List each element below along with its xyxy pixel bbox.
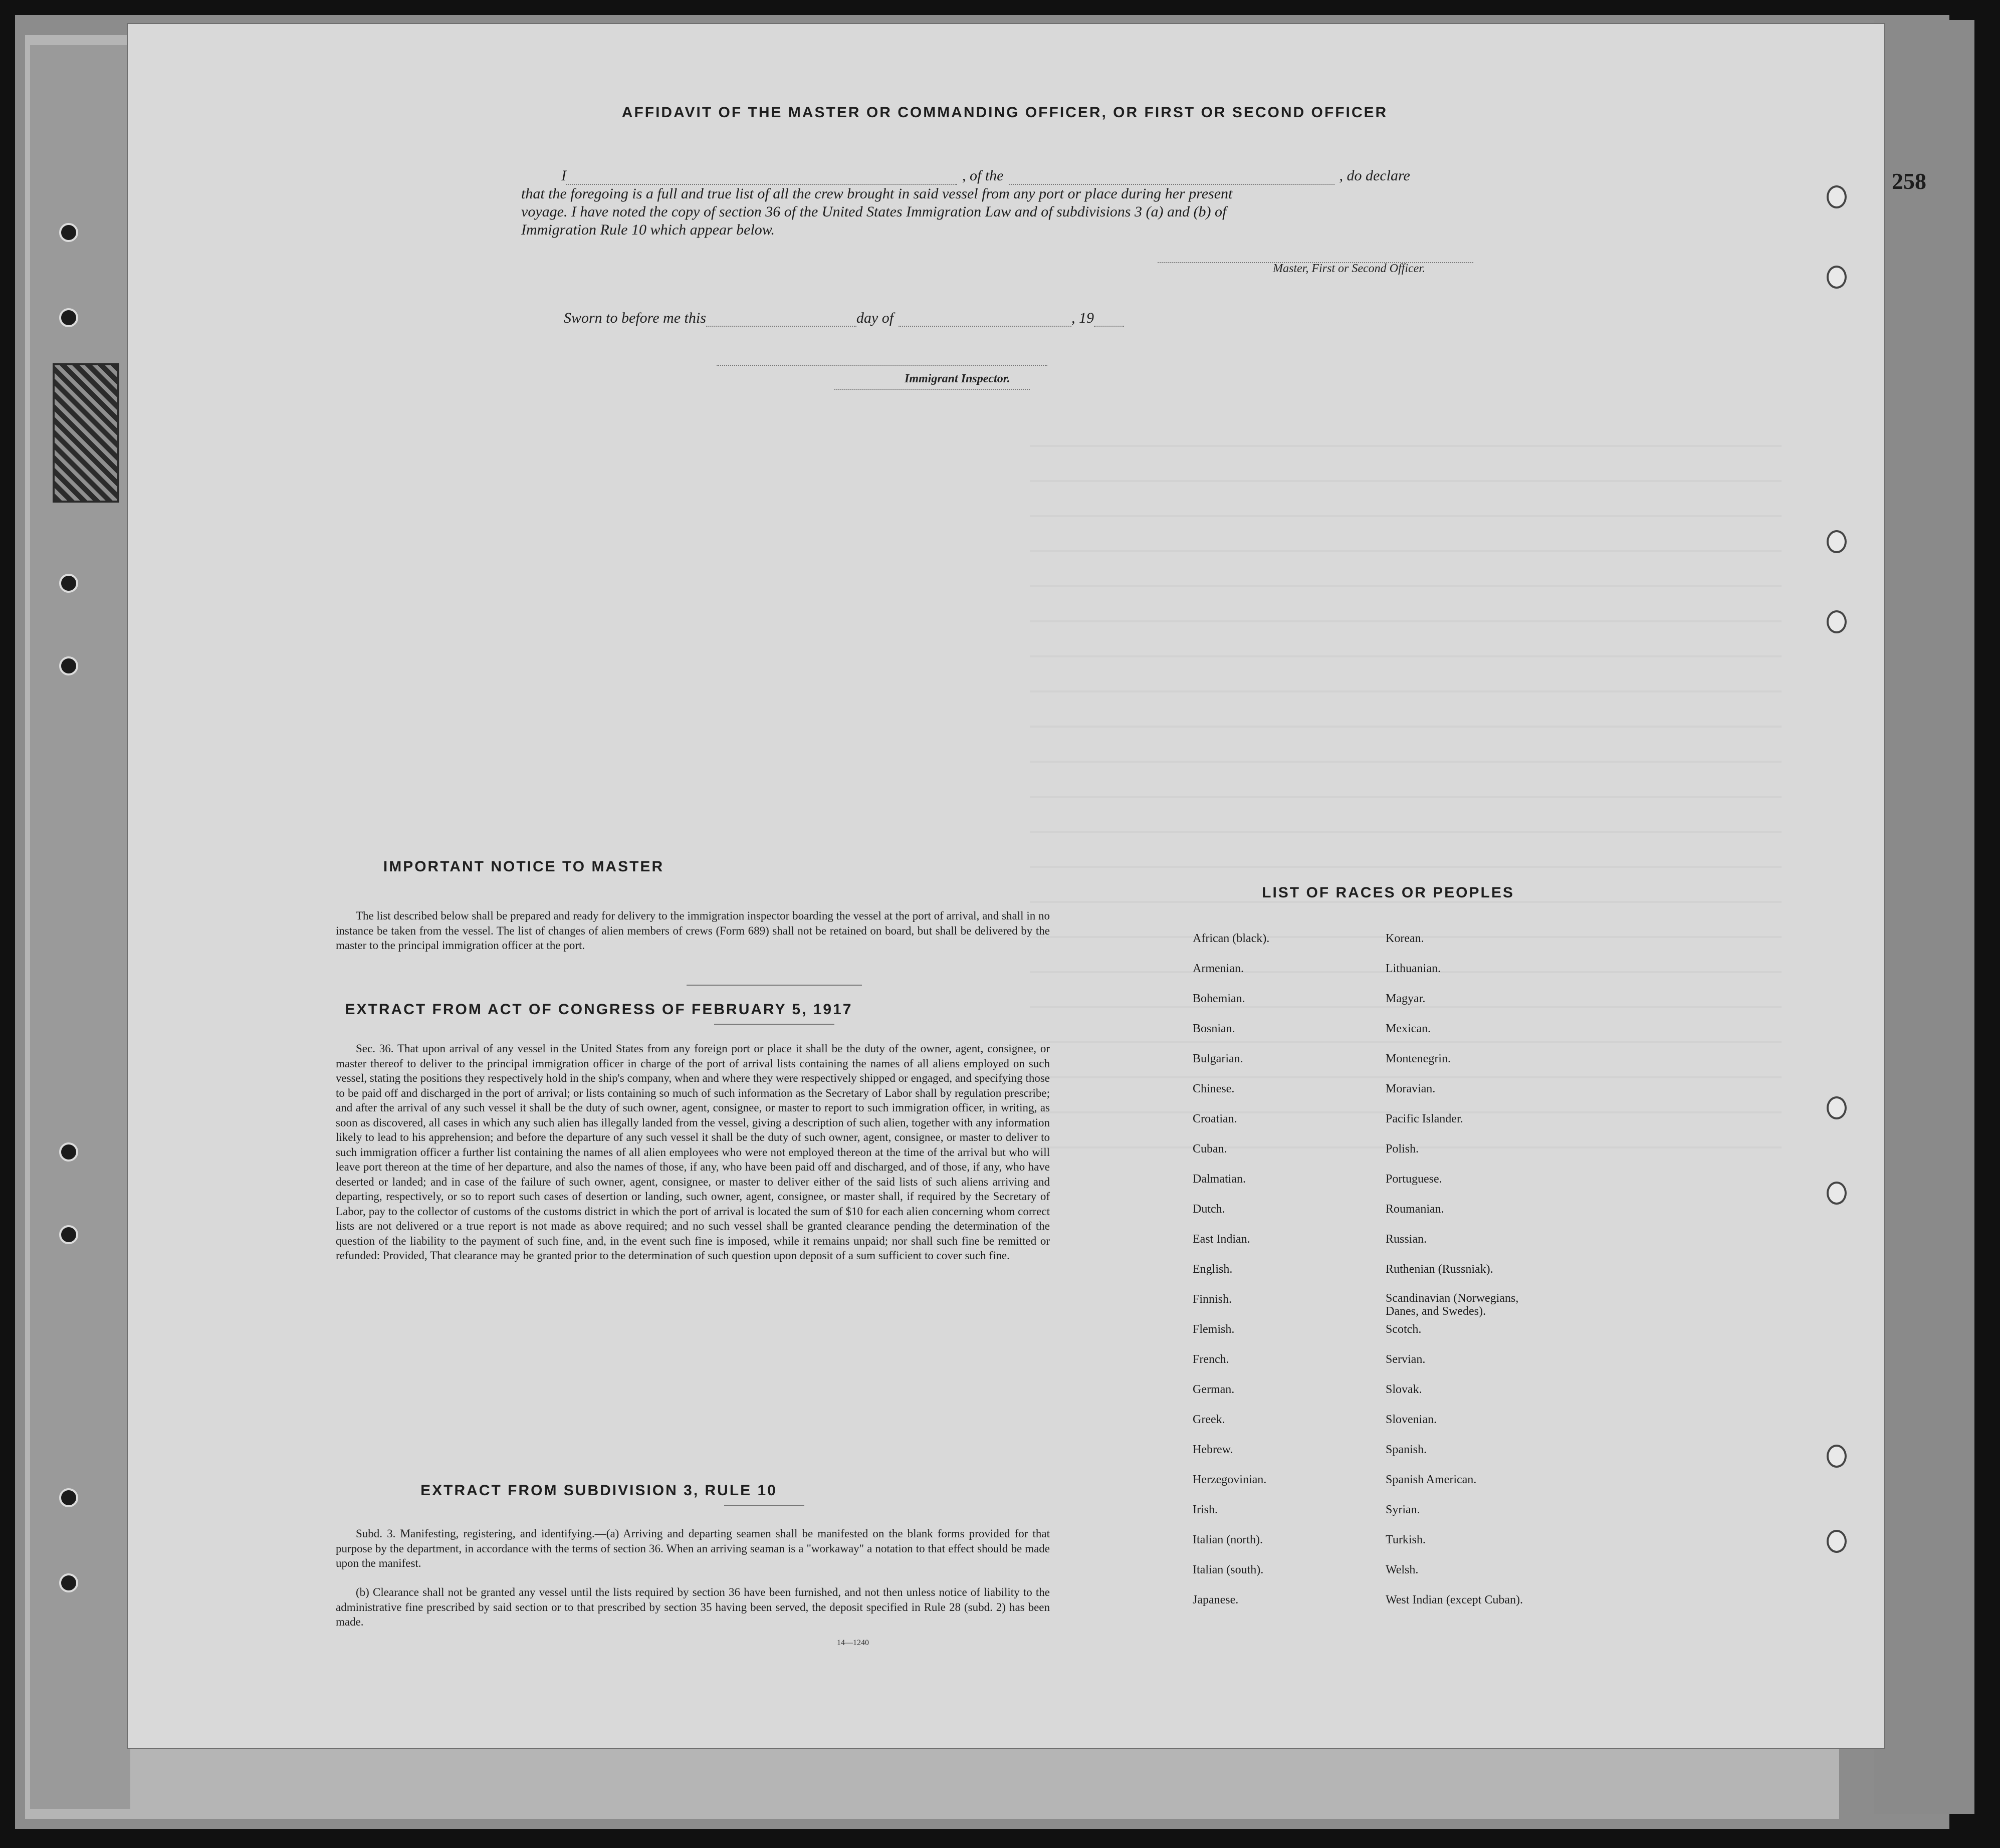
- race-item: Lithuanian.: [1386, 962, 1441, 975]
- race-item: Ruthenian (Russniak).: [1386, 1263, 1493, 1276]
- rule-extract-title: EXTRACT FROM SUBDIVISION 3, RULE 10: [420, 1482, 777, 1499]
- race-item: Moravian.: [1386, 1082, 1436, 1095]
- binder-hole-icon: [59, 308, 78, 327]
- declaration-line-2: that the foregoing is a full and true list of all the crew brought in said vessel from any port or place during her present: [521, 185, 1233, 202]
- sworn-day-field[interactable]: [706, 312, 856, 327]
- race-item: Spanish.: [1386, 1443, 1427, 1456]
- race-item: Hebrew.: [1193, 1443, 1233, 1456]
- of-the-label: , of the: [962, 167, 1004, 184]
- notice-text: The list described below shall be prepared and ready for delivery to the immigration inspector boarding the vessel at the port of arrival, and shall in no instance be taken from the vessel. The list of changes of alien members of crews (Form 689) shall not be retained on board, but shall be delivered by the master to the principal immigration officer at the port.: [336, 909, 1050, 952]
- race-item: Syrian.: [1386, 1503, 1420, 1516]
- race-item: Servian.: [1386, 1353, 1426, 1366]
- binder-hole-icon: [59, 656, 78, 675]
- divider: [714, 1024, 834, 1025]
- form-number: 14—1240: [837, 1639, 869, 1647]
- year-label: , 19: [1071, 310, 1094, 326]
- act-extract-title: EXTRACT FROM ACT OF CONGRESS OF FEBRUARY 5, 1917: [345, 1001, 853, 1018]
- race-item: West Indian (except Cuban).: [1386, 1593, 1523, 1606]
- officer-signature-field[interactable]: [1158, 252, 1473, 263]
- race-item: Greek.: [1193, 1413, 1225, 1426]
- race-item: African (black).: [1193, 932, 1270, 945]
- race-item: Russian.: [1386, 1233, 1427, 1246]
- race-item: Portuguese.: [1386, 1173, 1442, 1186]
- race-item: Mexican.: [1386, 1022, 1431, 1035]
- revenue-stamp-icon: [53, 363, 119, 503]
- ring-hole-icon: [1827, 1096, 1847, 1119]
- race-item: Italian (south).: [1193, 1563, 1264, 1576]
- race-item: Dutch.: [1193, 1203, 1225, 1216]
- race-item: Bosnian.: [1193, 1022, 1235, 1035]
- act-section-36-text: Sec. 36. That upon arrival of any vessel in the United States from any foreign port or place it shall be the duty of the owner, agent, consignee, or master thereof to deliver to the principal immigration officer in charge of the port of arrival lists containing the names of all aliens employed on such vessel, stating the positions they respectively hold in the ship's company, when and where they were respectively shipped or engaged, and specifying those to be paid off and discharged in the port of arrival; or lists containing so much of such information as the Secretary of Labor shall by regulation prescribe; and after the arrival of any such vessel it shall be the duty of such owner, agent, consignee, or master to report to such immigration officer, in writing, as soon as discovered, all cases in which any such alien has illegally landed from the vessel, giving a description of such alien, together with any information likely to lead to his apprehension; and before the departure of any such vessel it shall be the duty of such owner, agent, consignee, or master to deliver to such immigration officer a further list containing the names of all alien employees who were not employed thereon at the time of the arrival but who will leave port thereon at the time of her departure, and also the names of those, if any, who have been paid off and discharged, and of those, if any, who have deserted or landed; and in case of the failure of such owner, agent, consignee, or master to deliver either of the said lists of such aliens arriving and departing, respectively, or so to report such cases of desertion or landing, such owner, agent, consignee, or master shall, if required by the Secretary of Labor, pay to the collector of customs of the customs district in which the port of arrival is located the sum of $10 for each alien concerning whom correct lists are not delivered or a true report is not made as above required; and no such vessel shall be granted clearance pending the determination of the question of the liability to the payment of such fine, and, in the event such fine is imposed, while it remains unpaid; nor shall such fine be remitted or refunded: Provided, That clearance may be granted prior to the determination of such question upon deposit of a sum sufficient to cover such fine.: [336, 1042, 1050, 1262]
- ring-hole-icon: [1827, 185, 1847, 208]
- race-item: Herzegovinian.: [1193, 1473, 1267, 1486]
- notice-title: IMPORTANT NOTICE TO MASTER: [383, 858, 664, 875]
- race-item: Armenian.: [1193, 962, 1244, 975]
- signature-label: Master, First or Second Officer.: [1273, 262, 1425, 275]
- race-item: Finnish.: [1193, 1293, 1232, 1306]
- race-item: English.: [1193, 1263, 1233, 1276]
- race-item: Pacific Islander.: [1386, 1112, 1463, 1125]
- binder-hole-icon: [59, 223, 78, 242]
- binder-hole-icon: [59, 1488, 78, 1507]
- form-page: [128, 24, 1884, 1748]
- binder-hole-icon: [59, 1573, 78, 1592]
- race-item: Scotch.: [1386, 1323, 1422, 1336]
- races-list-title: LIST OF RACES OR PEOPLES: [1262, 884, 1514, 901]
- race-item: Slovak.: [1386, 1383, 1422, 1396]
- race-item: Bohemian.: [1193, 992, 1245, 1005]
- sworn-label: Sworn to before me this: [564, 310, 706, 326]
- inspector-label: Immigrant Inspector.: [905, 372, 1010, 385]
- races-column-left: [1193, 931, 1269, 1623]
- race-item: German.: [1193, 1383, 1235, 1396]
- sworn-month-field[interactable]: [899, 312, 1071, 327]
- race-item: Dalmatian.: [1193, 1173, 1246, 1186]
- rule-subd-b-text: (b) Clearance shall not be granted any vessel until the lists required by section 36 have been furnished, and not then unless notice of liability to the administrative fine prescribed by said section or to that prescribed by section 35 having been served, the deposit specified in Rule 28 (subd. 2) has been made.: [336, 1586, 1050, 1628]
- race-item: Flemish.: [1193, 1323, 1235, 1336]
- rule-subd-a-text: Subd. 3. Manifesting, registering, and identifying.—(a) Arriving and departing seamen shall be manifested on the blank forms provided for that purpose by the department, in accordance with the terms of section 36. When an arriving seaman is a "workaway" a notation to that effect should be made upon the manifest.: [336, 1527, 1050, 1569]
- inspector-signature-field[interactable]: [717, 360, 1047, 366]
- binder-hole-icon: [59, 574, 78, 593]
- divider: [687, 985, 862, 986]
- race-item: East Indian.: [1193, 1233, 1250, 1246]
- declaration-line-3: voyage. I have noted the copy of section 36 of the United States Immigration Law and of subdivisions 3 (a) and (b) of: [521, 203, 1227, 220]
- day-of-label: day of: [856, 310, 894, 326]
- ring-hole-icon: [1827, 1182, 1847, 1205]
- declaration-line-1: [521, 167, 1483, 185]
- race-item: Italian (north).: [1193, 1533, 1263, 1546]
- race-item: Spanish American.: [1386, 1473, 1477, 1486]
- race-item: Croatian.: [1193, 1112, 1237, 1125]
- binder-hole-icon: [59, 1225, 78, 1244]
- ring-hole-icon: [1827, 266, 1847, 289]
- race-item: Cuban.: [1193, 1142, 1227, 1156]
- left-margin-strip: [30, 45, 130, 1809]
- race-item: Irish.: [1193, 1503, 1218, 1516]
- sworn-line: [564, 310, 1124, 327]
- declaration-line-4: Immigration Rule 10 which appear below.: [521, 221, 775, 238]
- declarant-name-field[interactable]: [566, 169, 957, 185]
- ring-hole-icon: [1827, 610, 1847, 633]
- race-item: Slovenian.: [1386, 1413, 1437, 1426]
- declarant-label: I: [561, 167, 566, 184]
- race-item: Korean.: [1386, 932, 1424, 945]
- page-number: 258: [1892, 168, 1926, 194]
- race-item: Japanese.: [1193, 1593, 1239, 1606]
- race-item: Roumanian.: [1386, 1203, 1444, 1216]
- affidavit-title: AFFIDAVIT OF THE MASTER OR COMMANDING OFFICER, OR FIRST OR SECOND OFFICER: [621, 104, 1388, 121]
- race-item: Polish.: [1386, 1142, 1419, 1156]
- ring-hole-icon: [1827, 1445, 1847, 1468]
- race-item: French.: [1193, 1353, 1229, 1366]
- races-column-right: [1386, 931, 1536, 1623]
- race-item: Welsh.: [1386, 1563, 1419, 1576]
- ring-hole-icon: [1827, 530, 1847, 553]
- race-item: Magyar.: [1386, 992, 1426, 1005]
- do-declare-label: , do declare: [1339, 167, 1410, 184]
- right-margin-strip: [1874, 20, 1974, 1814]
- binder-hole-icon: [59, 1142, 78, 1162]
- race-item: Turkish.: [1386, 1533, 1426, 1546]
- race-item: Chinese.: [1193, 1082, 1235, 1095]
- race-item: Bulgarian.: [1193, 1052, 1243, 1065]
- ring-hole-icon: [1827, 1530, 1847, 1553]
- sworn-year-field[interactable]: [1094, 312, 1124, 327]
- race-item: Montenegrin.: [1386, 1052, 1451, 1065]
- vessel-name-field[interactable]: [1009, 169, 1335, 185]
- race-item: Scandinavian (Norwegians, Danes, and Swedes).: [1386, 1292, 1519, 1318]
- affidavit-declaration: [521, 167, 1483, 239]
- divider: [724, 1505, 804, 1506]
